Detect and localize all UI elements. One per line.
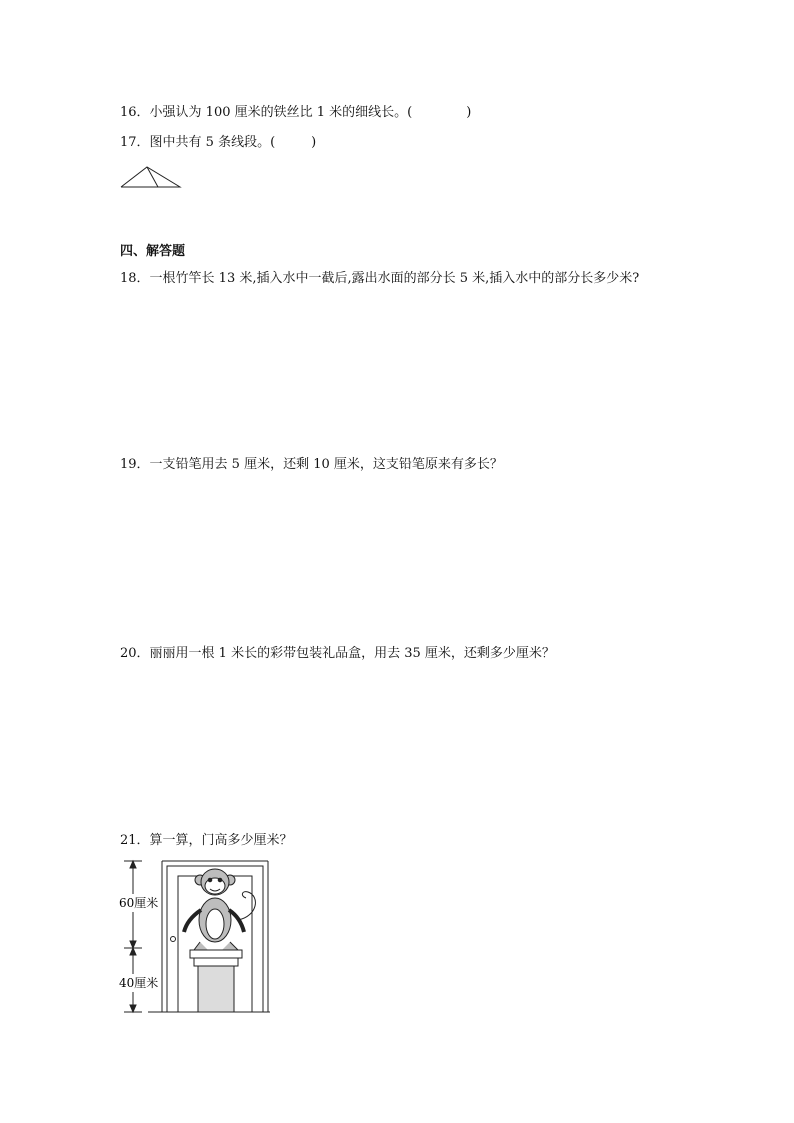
question-21 [120,832,293,850]
door-knob-icon [171,937,176,942]
section-title: 四、解答题 [120,244,186,259]
question-number: 20． [120,646,150,661]
question-number: 16． [120,105,150,120]
question-text: 小强认为 100 厘米的铁丝比 1 米的细线长。( [149,105,413,120]
dimension-label-bottom: 40厘米 [119,976,159,990]
question-19 [120,456,503,474]
pedestal [190,950,242,1012]
monkey-icon [184,869,255,950]
door-figure [118,858,278,1016]
dimension-label-top: 60厘米 [119,896,159,910]
bracket-close: ) [311,135,317,150]
question-number: 18． [120,271,150,286]
question-text: 图中共有 5 条线段。( [149,135,276,150]
question-text: 一支铅笔用去 5 厘米，还剩 10 厘米，这支铅笔原来有多长？ [149,457,503,472]
question-text: 一根竹竿长 13 米,插入水中一截后,露出水面的部分长 5 米,插入水中的部分长多少米? [149,271,640,286]
question-17 [120,134,316,152]
question-18 [120,270,639,288]
question-text: 算一算，门高多少厘米？ [149,833,293,848]
triangle-figure [120,165,182,189]
question-number: 19． [120,457,150,472]
question-text: 丽丽用一根 1 米长的彩带包装礼品盒，用去 35 厘米，还剩多少厘米？ [149,646,555,661]
question-16 [120,104,471,122]
bracket-close: ) [466,105,472,120]
question-20 [120,645,555,663]
question-number: 21． [120,833,150,848]
question-number: 17． [120,135,150,150]
